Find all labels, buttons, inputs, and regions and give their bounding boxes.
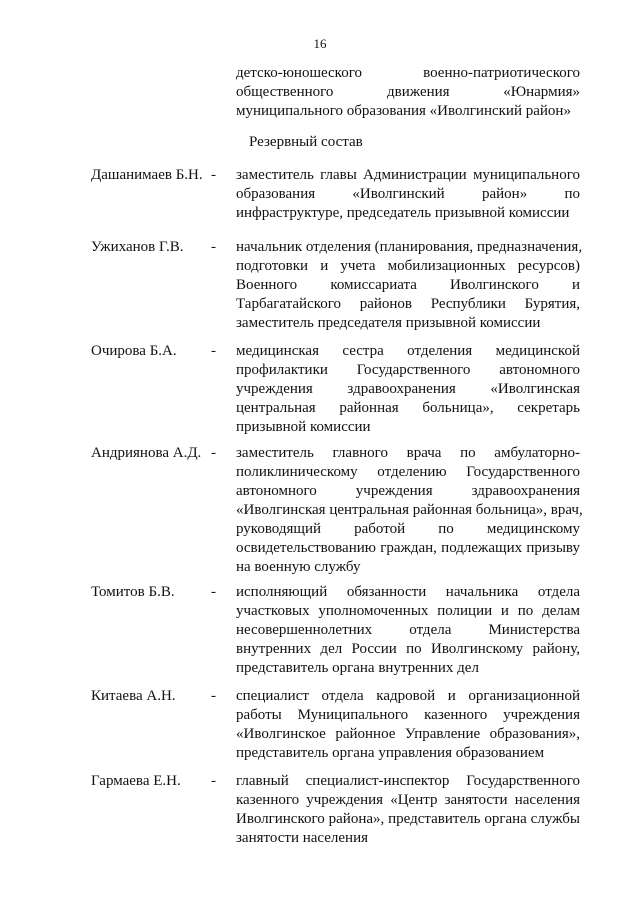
text-line: занятости населения <box>236 830 369 846</box>
text-line: Иволгинского района», представитель органа службы <box>236 811 580 827</box>
member-description <box>236 772 580 848</box>
member-description <box>236 342 580 437</box>
text-line: детско-юношеского военно-патриотического <box>236 65 580 81</box>
member-description <box>236 166 580 223</box>
member-name: Очирова Б.А. <box>91 343 177 359</box>
text-line: Тарбагатайского районов Республики Бурятия, <box>236 296 580 312</box>
dash-separator: - <box>211 445 216 461</box>
text-line: инфраструктуре, председатель призывной комиссии <box>236 205 570 221</box>
text-line: общественного движения «Юнармия» <box>236 84 580 100</box>
text-line: главный специалист-инспектор Государственного <box>236 773 580 789</box>
dash-separator: - <box>211 773 216 789</box>
text-line: профилактики Государственного автономного <box>236 362 580 378</box>
text-line: «Иволгинская центральная районная больница», врач, <box>236 502 583 518</box>
text-line: исполняющий обязанности начальника отдела <box>236 584 580 600</box>
text-line: заместитель главного врача по амбулаторно- <box>236 445 580 461</box>
text-line: начальник отделения (планирования, предназначения, <box>236 239 583 255</box>
text-line: представитель органа внутренних дел <box>236 660 479 676</box>
member-name: Томитов Б.В. <box>91 584 175 600</box>
text-line: муниципального образования «Иволгинский район» <box>236 103 571 119</box>
text-line: участковых уполномоченных полиции и по делам <box>236 603 580 619</box>
text-line: несовершеннолетних отдела Министерства <box>236 622 580 638</box>
text-line: поликлиническому отделению Государственного <box>236 464 580 480</box>
dash-separator: - <box>211 167 216 183</box>
text-line: подготовки и учета мобилизационных ресурсов) <box>236 258 580 274</box>
member-name: Ужиханов Г.В. <box>91 239 184 255</box>
member-name: Гармаева Е.Н. <box>91 773 181 789</box>
member-description <box>236 583 580 678</box>
text-line: образования «Иволгинский район» по <box>236 186 580 202</box>
text-line: специалист отдела кадровой и организационной <box>236 688 580 704</box>
page-number: 16 <box>313 36 327 51</box>
dash-separator: - <box>211 343 216 359</box>
text-line: автономного учреждения здравоохранения <box>236 483 580 499</box>
text-line: Военного комиссариата Иволгинского и <box>236 277 580 293</box>
member-name: Дашанимаев Б.Н. <box>91 167 203 183</box>
text-line: представитель органа управления образованием <box>236 745 545 761</box>
text-line: медицинская сестра отделения медицинской <box>236 343 580 359</box>
section-heading: Резервный состав <box>249 134 363 150</box>
text-line: на военную службу <box>236 559 361 575</box>
dash-separator: - <box>211 584 216 600</box>
text-line: заместитель председателя призывной комиссии <box>236 315 541 331</box>
member-description <box>236 444 583 577</box>
text-line: учреждения здравоохранения «Иволгинская <box>236 381 580 397</box>
dash-separator: - <box>211 688 216 704</box>
text-line: руководящий работой по медицинскому <box>236 521 580 537</box>
text-line: внутренних дел России по Иволгинскому району, <box>236 641 580 657</box>
text-line: центральная районная больница», секретарь <box>236 400 580 416</box>
member-description <box>236 238 583 333</box>
text-line: заместитель главы Администрации муниципального <box>236 167 580 183</box>
member-name: Китаева А.Н. <box>91 688 176 704</box>
continuation-text <box>236 64 580 121</box>
text-line: казенного учреждения «Центр занятости населения <box>236 792 580 808</box>
text-line: «Иволгинское районное Управление образования», <box>236 726 580 742</box>
text-line: работы Муниципального казенного учреждения <box>236 707 580 723</box>
member-description <box>236 687 580 763</box>
member-name: Андриянова А.Д. <box>91 445 202 461</box>
text-line: освидетельствованию граждан, подлежащих призыву <box>236 540 580 556</box>
dash-separator: - <box>211 239 216 255</box>
text-line: призывной комиссии <box>236 419 371 435</box>
